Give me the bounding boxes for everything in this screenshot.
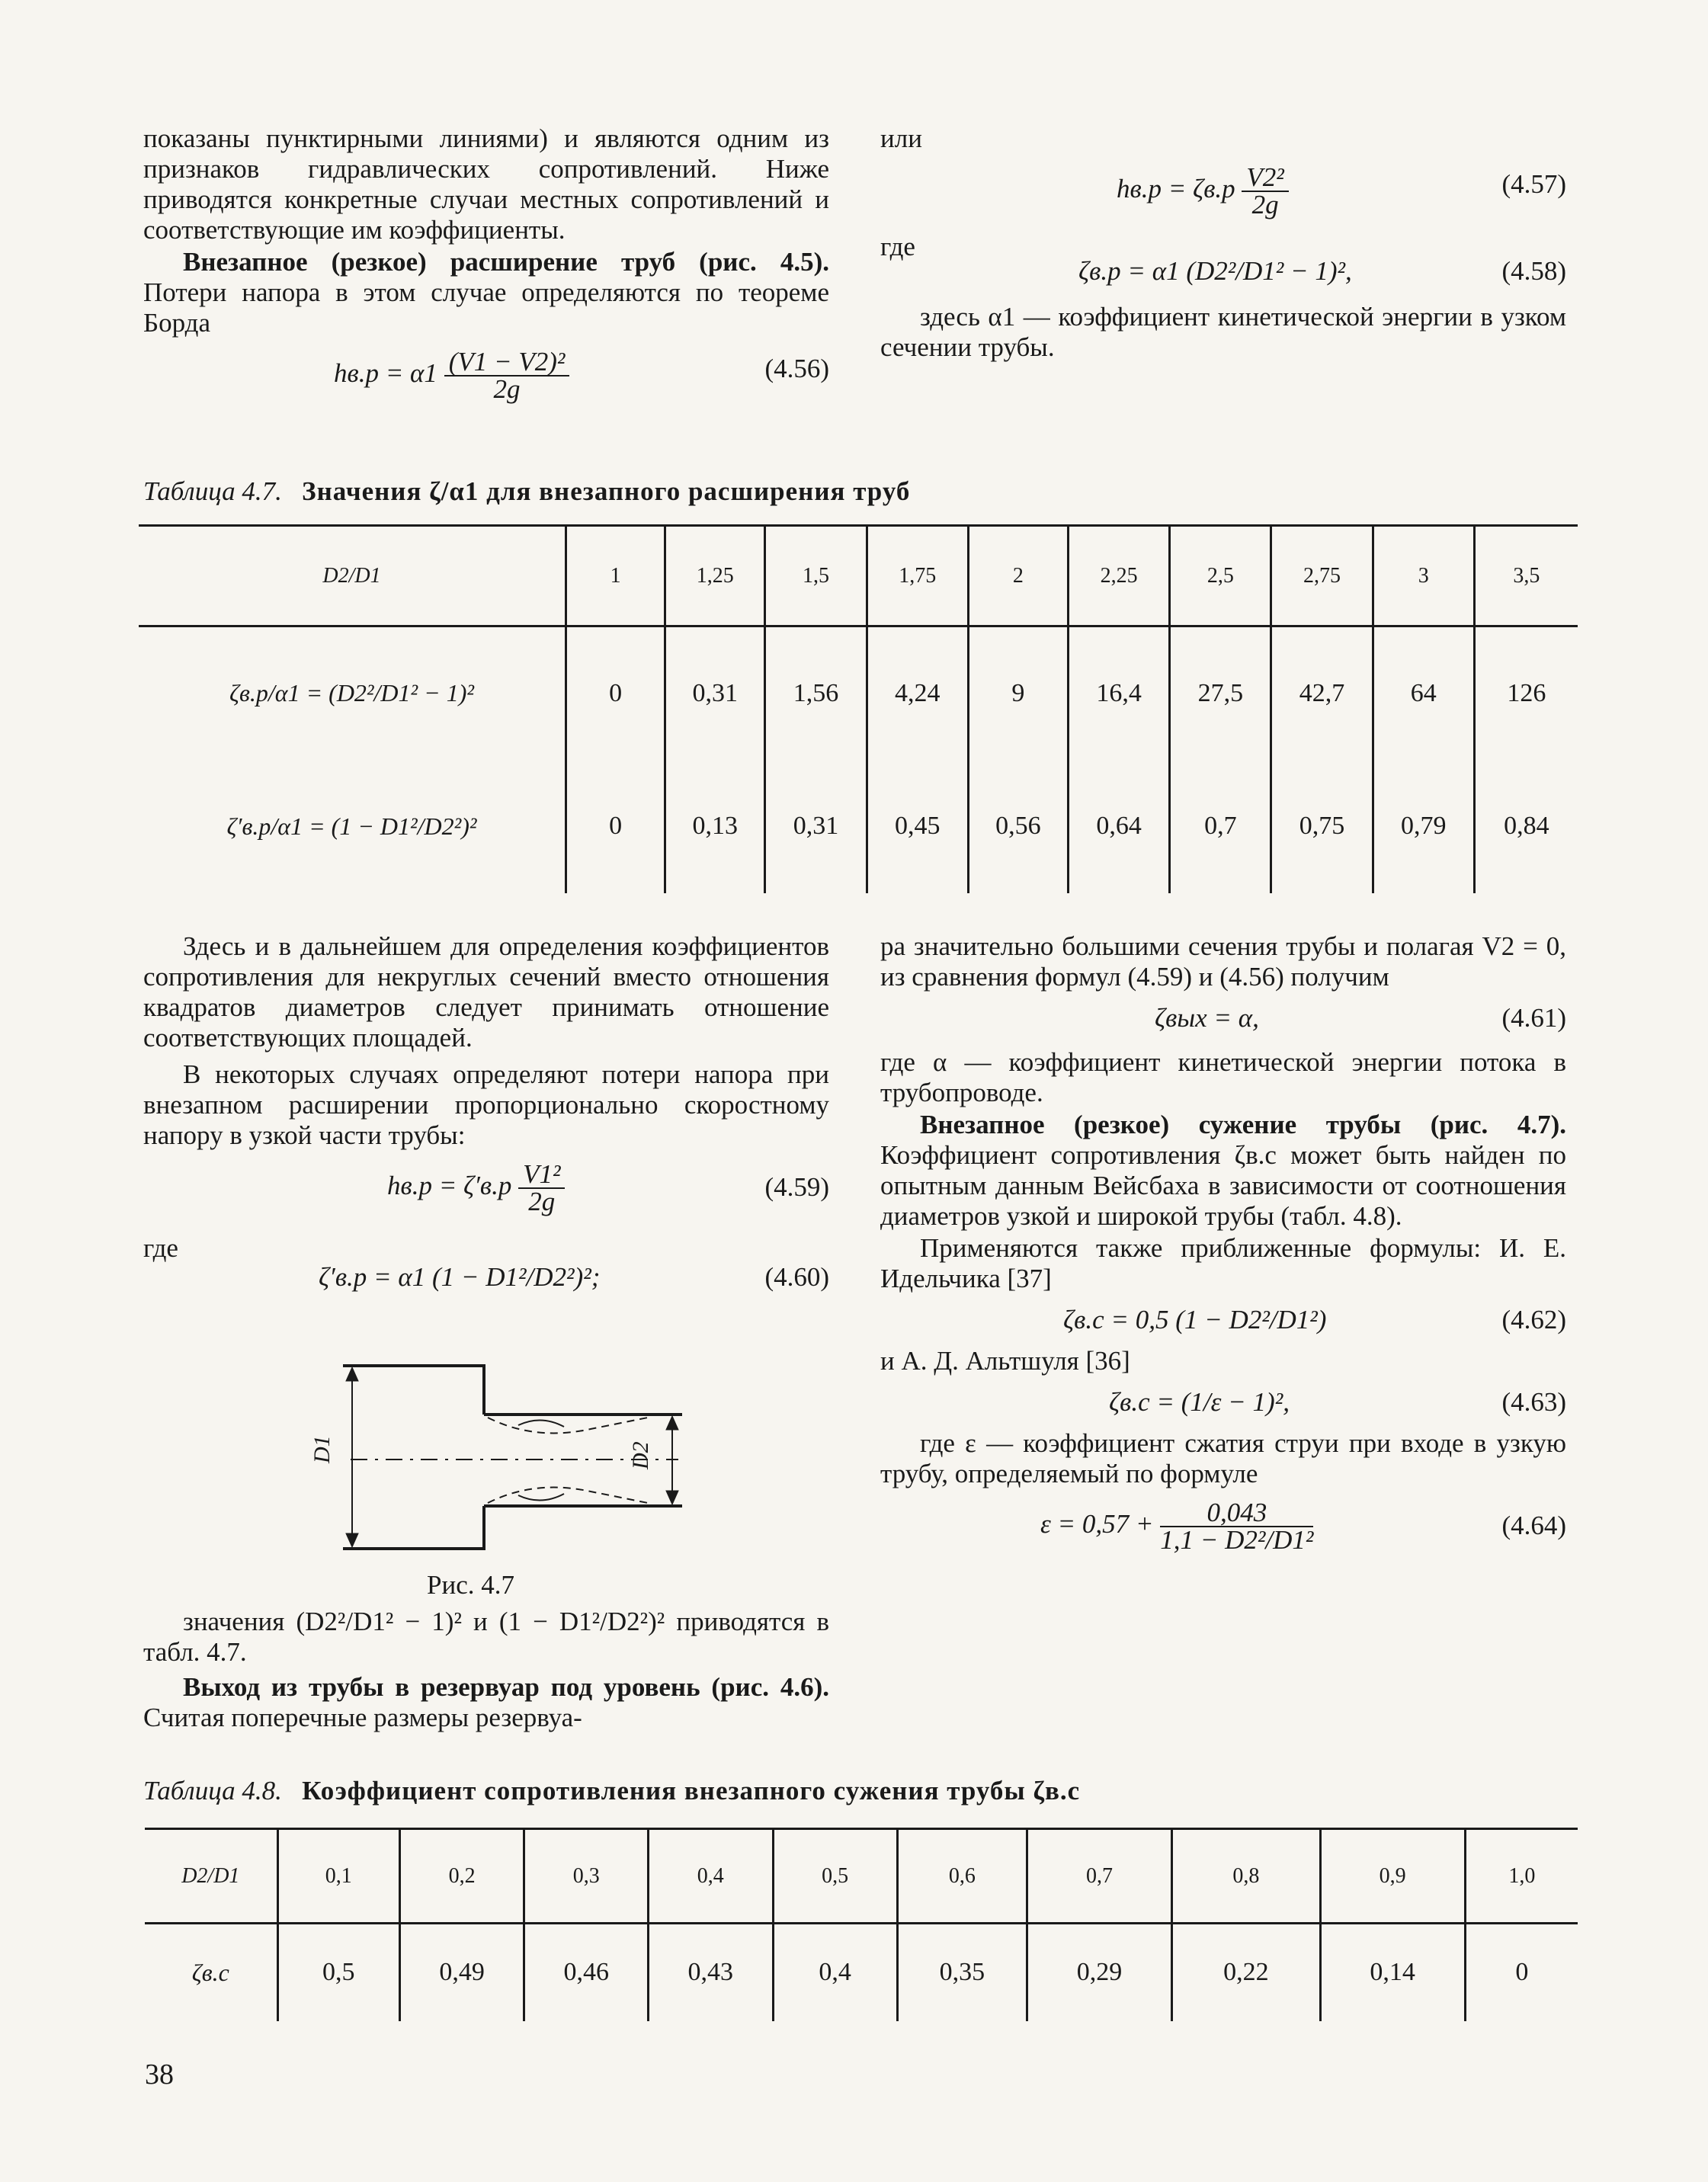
denominator: 1,1 − D2²/D1²	[1160, 1525, 1314, 1555]
denominator: 2g	[493, 374, 521, 404]
table-cell: 0,5	[277, 1924, 399, 2021]
figure-caption: Рис. 4.7	[427, 1570, 514, 1600]
fraction	[518, 1161, 565, 1215]
text-or: или	[880, 123, 922, 153]
header-cell: 0,4	[648, 1829, 773, 1924]
equation-body: ζв.с = (1/ε − 1)²,	[1109, 1387, 1290, 1417]
equation-body: ζв.с = 0,5 (1 − D2²/D1²)	[1063, 1305, 1327, 1335]
equation-body	[1117, 162, 1289, 219]
equation-body	[387, 1161, 565, 1215]
table-cell: 0,29	[1027, 1924, 1172, 2021]
table-cell: 0	[566, 626, 665, 760]
header-label: D2/D1	[139, 526, 566, 626]
equation-number: (4.64)	[1501, 1511, 1566, 1540]
equation-number: (4.63)	[1501, 1387, 1566, 1417]
equation-4-59	[143, 1155, 829, 1229]
equation-number: (4.61)	[1501, 1003, 1566, 1033]
header-cell: 0,2	[399, 1829, 524, 1924]
table-cell: 0,31	[765, 760, 867, 893]
equation-number: (4.60)	[764, 1262, 829, 1292]
paragraph-text: Считая поперечные размеры резервуа-	[143, 1703, 582, 1732]
table-cell: 0,7	[1170, 760, 1271, 893]
table-cell: 126	[1474, 626, 1578, 760]
header-cell: 2,25	[1069, 526, 1170, 626]
equation-number: (4.62)	[1501, 1305, 1566, 1335]
paragraph: Применяются также приближенные формулы: И. Е. Идельчика [37]	[880, 1233, 1566, 1293]
header-cell: 2,75	[1271, 526, 1373, 626]
equation-4-61	[880, 997, 1566, 1040]
header-cell: 0,6	[897, 1829, 1027, 1924]
section-heading: Внезапное (резкое) расширение труб (рис. 4.5).	[183, 247, 829, 277]
paragraph: где α — коэффициент кинетической энергии потока в трубопроводе.	[880, 1047, 1566, 1107]
wide-pipe-wall	[343, 1506, 484, 1549]
header-cell: 0,8	[1171, 1829, 1320, 1924]
table-4-8-caption	[143, 1776, 1080, 1806]
row-label: ζ′в.р/α1 = (1 − D1²/D2²)²	[226, 812, 477, 840]
table-header-row	[145, 1829, 1578, 1924]
header-cell: 1,5	[765, 526, 867, 626]
equation-4-57	[880, 159, 1566, 227]
caption-label: Таблица 4.7.	[143, 476, 282, 506]
left-column-top	[143, 123, 829, 409]
equation-number: (4.56)	[764, 354, 829, 383]
paragraph-text: Потери напора в этом случае определяются по теореме Борда	[143, 277, 829, 338]
label-d2: D2	[628, 1441, 653, 1469]
fraction	[1160, 1500, 1313, 1553]
table-cell: 9	[968, 626, 1068, 760]
eddy-top	[518, 1420, 564, 1427]
equation-4-63	[880, 1381, 1566, 1424]
header-cell: 1	[566, 526, 665, 626]
header-cell: 3,5	[1474, 526, 1578, 626]
equation-4-62	[880, 1299, 1566, 1341]
table-cell: 0,64	[1069, 760, 1170, 893]
caption-title: Коэффициент сопротивления внезапного сужения трубы ζв.с	[302, 1776, 1081, 1806]
numerator: V2²	[1242, 165, 1288, 192]
header-cell: 0,7	[1027, 1829, 1172, 1924]
header-cell: 0,1	[277, 1829, 399, 1924]
table-4-7	[139, 524, 1578, 893]
header-cell: 3	[1373, 526, 1474, 626]
equation-body: ζвых = α,	[1155, 1003, 1259, 1033]
row-label: ζв.р/α1 = (D2²/D1² − 1)²	[229, 679, 474, 707]
table-cell: 0,4	[773, 1924, 897, 2021]
text-where: где	[143, 1233, 178, 1263]
right-column-top	[880, 123, 1566, 364]
table-row	[139, 760, 1578, 893]
equation-lhs: hв.р = ζ′в.р	[387, 1171, 512, 1201]
figure-4-7	[309, 1357, 694, 1559]
equation-lhs: hв.р = ζв.р	[1117, 174, 1235, 204]
paragraph: показаны пунктирными линиями) и являются одним из признаков гидравлических сопротивлений. Ниже приводятся конкретные случаи местных сопротивлений и соответствующие им коэффициенты.	[143, 123, 829, 245]
vena-contracta-top	[488, 1418, 648, 1433]
table-cell: 0,79	[1373, 760, 1474, 893]
denominator: 2g	[1251, 190, 1279, 219]
eddy-bottom	[518, 1494, 564, 1501]
fraction	[444, 349, 570, 402]
right-column-middle	[880, 931, 1566, 1567]
equation-4-64	[880, 1494, 1566, 1562]
table-cell: 0,56	[968, 760, 1068, 893]
row-label: ζв.с	[191, 1958, 229, 1986]
table-cell: 0,49	[399, 1924, 524, 2021]
header-cell: 0,5	[773, 1829, 897, 1924]
section-heading: Выход из трубы в резервуар под уровень (рис. 4.6).	[183, 1672, 829, 1702]
header-cell: 2,5	[1170, 526, 1271, 626]
table-cell: 0,43	[648, 1924, 773, 2021]
table-cell: 0,35	[897, 1924, 1027, 2021]
table-row	[145, 1924, 1578, 2021]
header-cell: 1,0	[1465, 1829, 1578, 1924]
table-cell: 0,22	[1171, 1924, 1320, 2021]
denominator: 2g	[528, 1187, 556, 1216]
section-heading: Внезапное (резкое) сужение трубы (рис. 4.7).	[920, 1110, 1566, 1139]
header-cell: 1,25	[665, 526, 765, 626]
table-cell: 0	[566, 760, 665, 893]
equation-body: ζв.р = α1 (D2²/D1² − 1)²,	[1078, 256, 1352, 286]
text-where: где	[880, 232, 915, 261]
numerator: V1²	[518, 1161, 565, 1189]
header-cell: 2	[968, 526, 1068, 626]
numerator: 0,043	[1160, 1500, 1313, 1527]
numerator: (V1 − V2)²	[444, 349, 570, 376]
equation-body	[334, 349, 569, 402]
paragraph-text: Коэффициент сопротивления ζв.с может быть найден по опытным данным Вейсбаха в зависимости от соотношения диаметров узкой и широкой трубы (табл. 4.8).	[880, 1140, 1566, 1231]
equation-body	[1040, 1500, 1313, 1553]
paragraph: где ε — коэффициент сжатия струи при входе в узкую трубу, определяемый по формуле	[880, 1428, 1566, 1488]
equation-number: (4.57)	[1501, 169, 1566, 199]
paragraph-sudden-expansion	[143, 247, 829, 338]
vena-contracta-bottom	[488, 1488, 648, 1503]
equation-lhs: ε = 0,57 +	[1040, 1509, 1154, 1540]
table-cell: 0,75	[1271, 760, 1373, 893]
equation-4-60	[143, 1262, 829, 1297]
paragraph: и А. Д. Альтшуля [36]	[880, 1346, 1130, 1376]
wide-pipe-wall	[343, 1366, 484, 1415]
table-cell: 0	[1465, 1924, 1578, 2021]
equation-4-58	[880, 256, 1566, 294]
paragraph: ра значительно большими сечения трубы и полагая V2 = 0, из сравнения формул (4.59) и (4.56) получим	[880, 931, 1566, 992]
table-cell: 0,14	[1320, 1924, 1465, 2021]
table-cell: 27,5	[1170, 626, 1271, 760]
table-4-8	[145, 1828, 1578, 2021]
table-row	[139, 626, 1578, 760]
equation-lhs: hв.р = α1	[334, 358, 437, 389]
table-header-row	[139, 526, 1578, 626]
fraction	[1242, 162, 1288, 219]
left-column-middle	[143, 931, 829, 1302]
equation-body: ζ′в.р = α1 (1 − D1²/D2²)²;	[319, 1262, 601, 1292]
caption-label: Таблица 4.8.	[143, 1776, 282, 1806]
paragraph: Здесь и в дальнейшем для определения коэффициентов сопротивления для некруглых сечений вместо отношения квадратов диаметров следует принимать отношение соответствующих площадей.	[143, 931, 829, 1053]
table-cell: 64	[1373, 626, 1474, 760]
page-number: 38	[145, 2059, 174, 2091]
equation-4-56	[143, 343, 829, 404]
table-cell: 1,56	[765, 626, 867, 760]
paragraph-sudden-contraction	[880, 1110, 1566, 1232]
table-cell: 16,4	[1069, 626, 1170, 760]
table-cell: 0,45	[867, 760, 968, 893]
paragraph: здесь α1 — коэффициент кинетической энергии в узком сечении трубы.	[880, 302, 1566, 362]
header-label: D2/D1	[145, 1829, 277, 1924]
header-cell: 0,9	[1320, 1829, 1465, 1924]
paragraph-pipe-exit	[143, 1672, 829, 1733]
table-cell: 0,46	[524, 1924, 649, 2021]
table-cell: 0,84	[1474, 760, 1578, 893]
table-cell: 0,31	[665, 626, 765, 760]
header-cell: 0,3	[524, 1829, 649, 1924]
label-d1: D1	[309, 1435, 335, 1463]
equation-number: (4.58)	[1501, 256, 1566, 286]
header-cell: 1,75	[867, 526, 968, 626]
table-cell: 4,24	[867, 626, 968, 760]
equation-number: (4.59)	[764, 1172, 829, 1202]
table-cell: 42,7	[1271, 626, 1373, 760]
caption-title: Значения ζ/α1 для внезапного расширения труб	[302, 476, 911, 506]
table-4-7-caption	[143, 476, 910, 507]
left-column-bottom	[143, 1607, 829, 1735]
paragraph: В некоторых случаях определяют потери напора при внезапном расширении пропорционально скоростному напору в узкой части трубы:	[143, 1059, 829, 1150]
paragraph: значения (D2²/D1² − 1)² и (1 − D1²/D2²)² приводятся в табл. 4.7.	[143, 1607, 829, 1667]
table-cell: 0,13	[665, 760, 765, 893]
